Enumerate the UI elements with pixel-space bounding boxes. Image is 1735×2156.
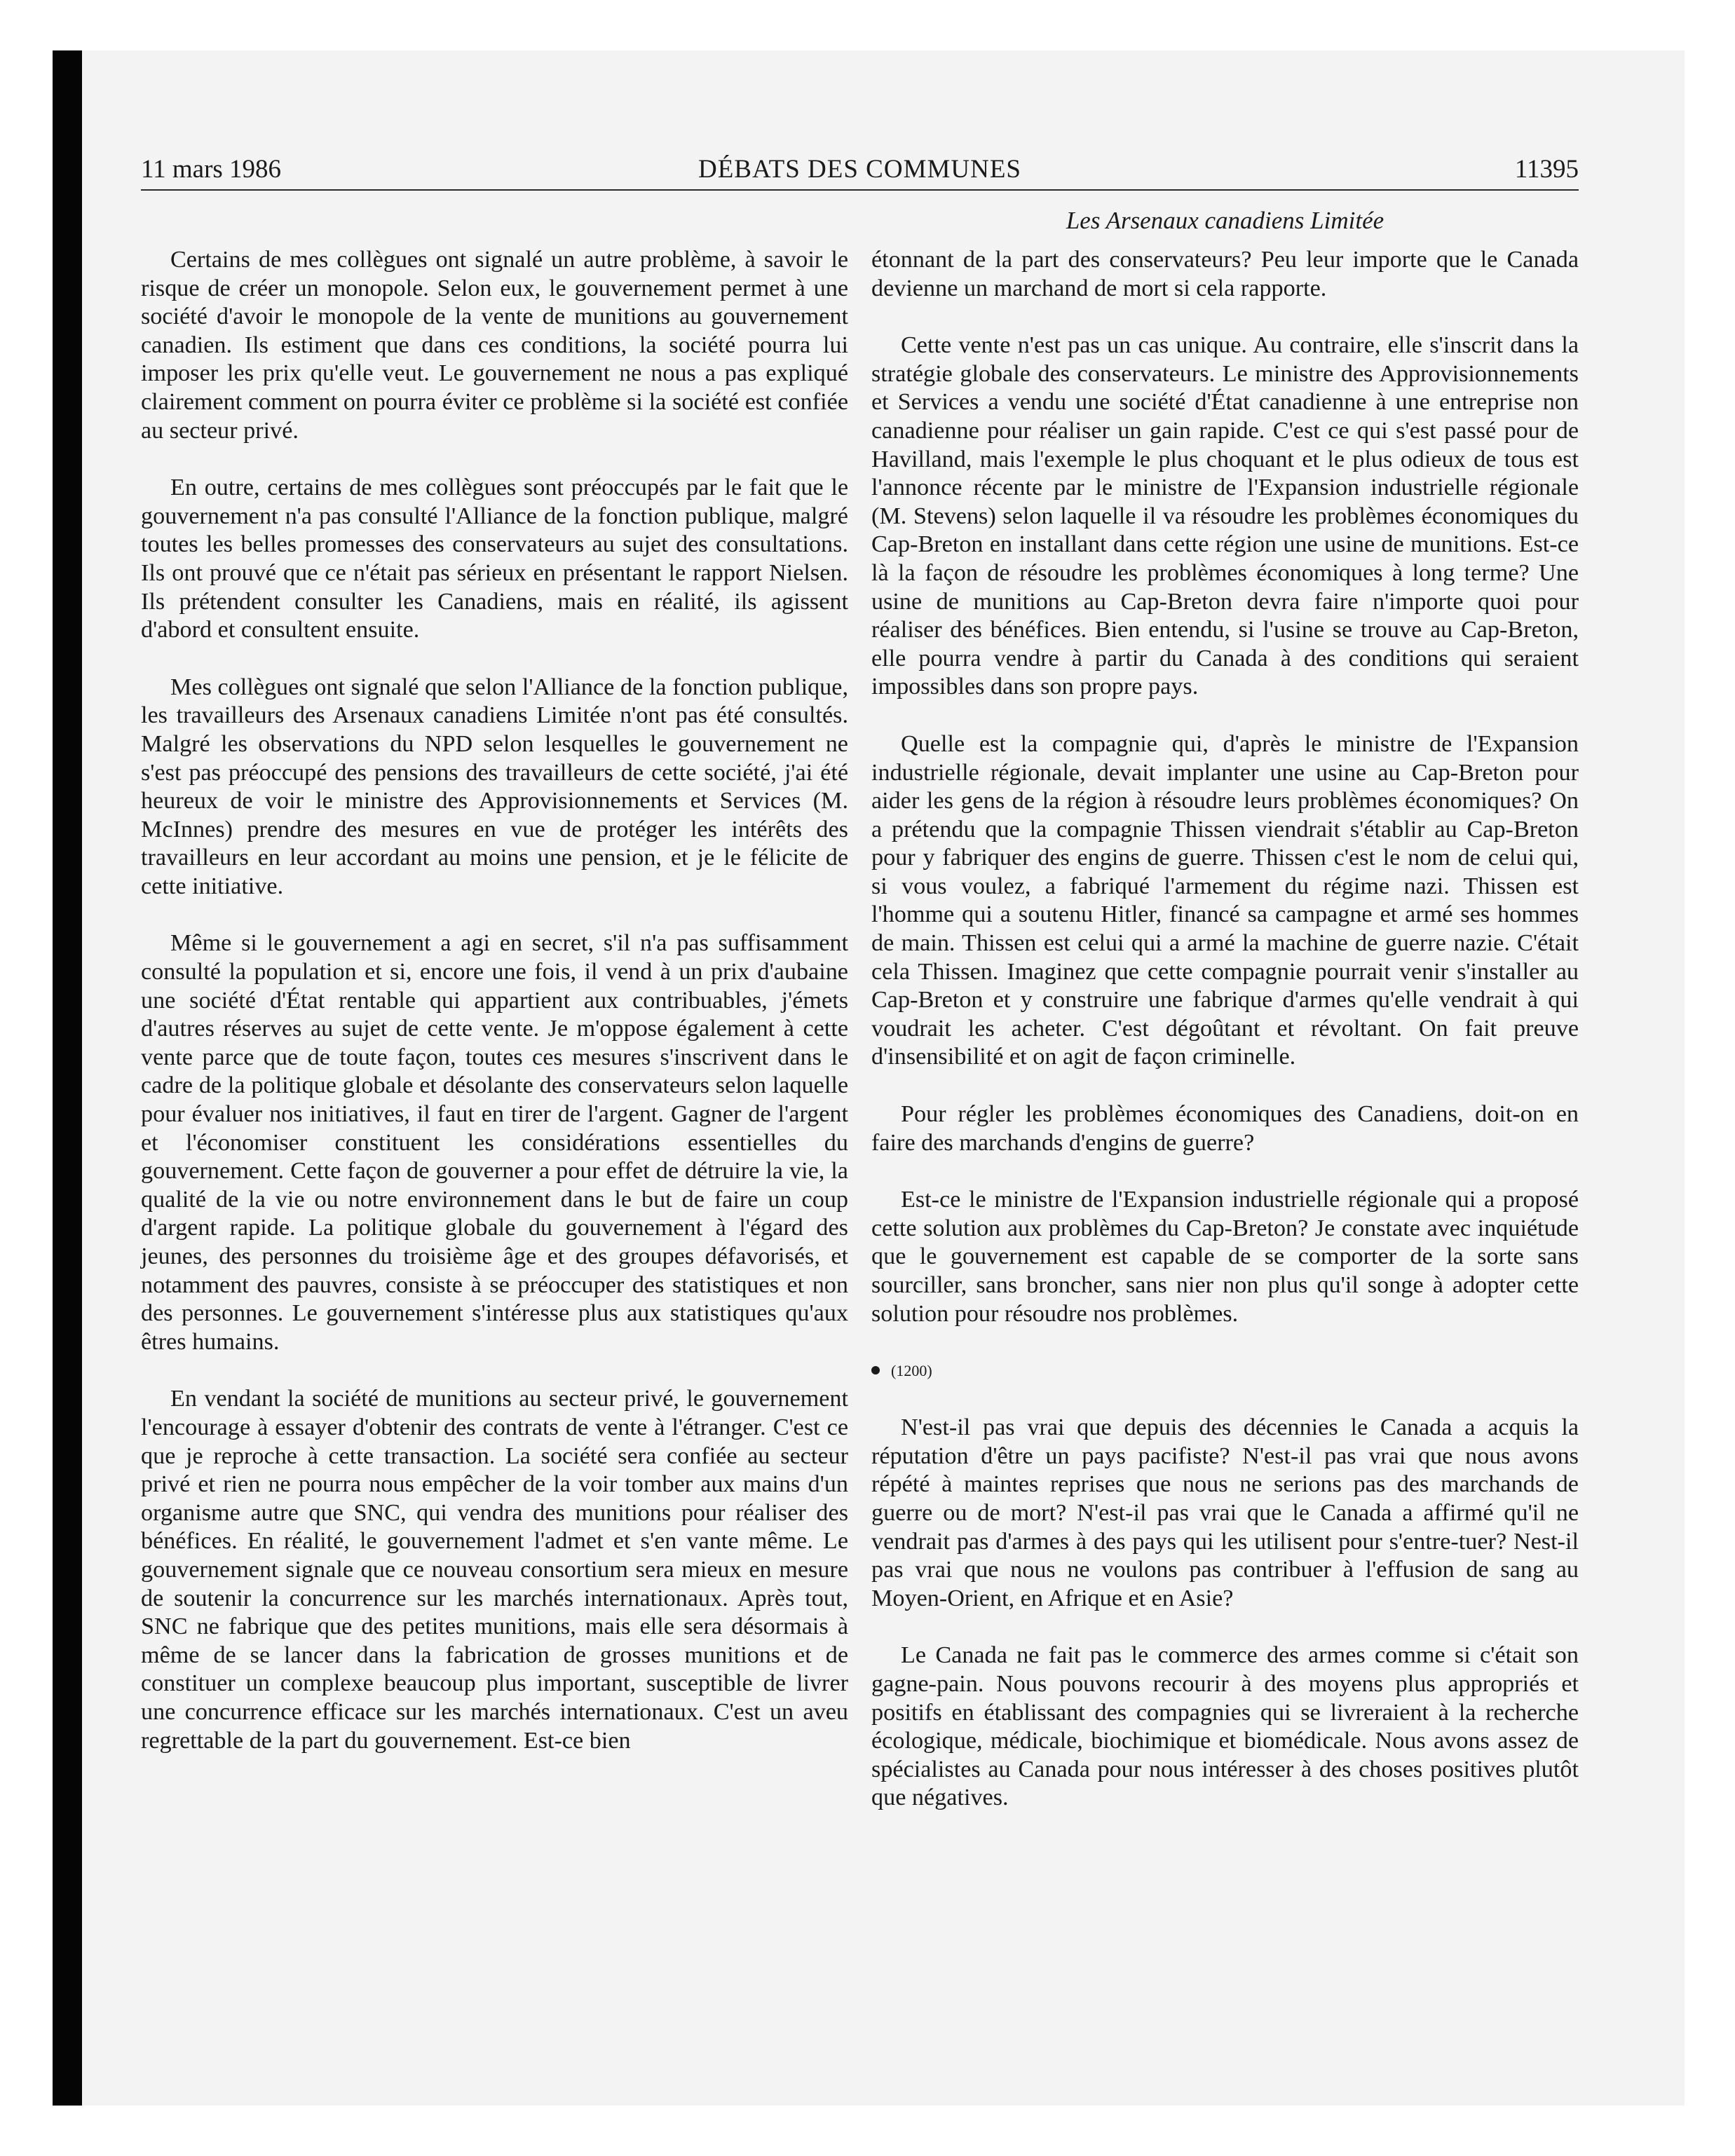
paragraph: Quelle est la compagnie qui, d'après le ministre de l'Expansion industrielle régionale, devait implanter une usine au Cap-Breton pour aider les gens de la région à résoudre leurs problèmes économiques? On a prétendu que la compagnie Thissen viendrait s'établir au Cap-Breton pour y fabriquer des engins de guerre. Thissen c'est le nom de celui qui, si vous voulez, a fabriqué l'armement du régime nazi. Thissen est l'homme qui a soutenu Hitler, financé sa campagne et armé ses hommes de main. Thissen est celui qui a armé la machine de guerre nazie. C'était cela Thissen. Imaginez que cette compagnie pourrait venir s'installer au Cap-Breton et y construire une fabrique d'armes qu'elle vendrait à qui voudrait les acheter. C'est dégoûtant et révoltant. On fait preuve d'insensibilité et on agit de façon criminelle. [871,730,1579,1070]
header-title: DÉBATS DES COMMUNES [698,155,1021,184]
paragraph: Pour régler les problèmes économiques des Canadiens, doit-on en faire des marchands d'engins de guerre? [871,1101,1579,1156]
page-header [141,153,1579,191]
header-page-number: 11395 [1514,155,1579,184]
right-column [871,246,1579,1841]
bullet-icon [871,1366,880,1374]
section-title: Les Arsenaux canadiens Limitée [1066,207,1384,234]
left-column [141,246,848,1784]
paragraph: En vendant la société de munitions au secteur privé, le gouvernement l'encourage à essayer d'obtenir des contrats de vente à l'étranger. C'est ce que je reproche à cette transaction. La société sera confiée au secteur privé et rien ne pourra nous empêcher de la voir tomber aux mains d'un organisme autre que SNC, qui vendra des munitions pour réaliser des bénéfices. En réalité, le gouvernement l'admet et s'en vante même. Le gouvernement signale que ce nouveau consortium sera mieux en mesure de soutenir la concurrence sur les marchés internationaux. Après tout, SNC ne fabrique que des petites munitions, mais elle sera désormais à même de se lancer dans la fabrication de grosses munitions et de constituer un complexe beaucoup plus important, susceptible de livrer une concurrence efficace sur les marchés internationaux. C'est un aveu regrettable de la part du gouvernement. Est-ce bien [141,1386,848,1754]
paragraph: Mes collègues ont signalé que selon l'Alliance de la fonction publique, les travailleurs des Arsenaux canadiens Limitée n'ont pas été consultés. Malgré les observations du NPD selon lesquelles le gouvernement ne s'est pas préoccupé des pensions des travailleurs de cette société, j'ai été heureux de voir le ministre des Approvisionnements et Services (M. McInnes) prendre des mesures en vue de protéger les intérêts des travailleurs en leur accordant au moins une pension, et je le félicite de cette initiative. [141,674,848,899]
time-marker [871,1357,1579,1385]
paragraph: Cette vente n'est pas un cas unique. Au contraire, elle s'inscrit dans la stratégie globale des conservateurs. Le ministre des Approvisionnements et Services a vendu une société d'État canadienne à une entreprise non canadienne pour réaliser un gain rapide. C'est ce qui s'est passé pour de Havilland, mais l'exemple le plus choquant et le plus odieux de tous est l'annonce récente par le ministre de l'Expansion industrielle régionale (M. Stevens) selon laquelle il va résoudre les problèmes économiques du Cap-Breton en installant dans cette région une usine de munitions. Est-ce là la façon de résoudre les problèmes économiques à long terme? Une usine de munitions au Cap-Breton devra faire n'importe quoi pour réaliser des bénéfices. Bien entendu, si l'usine se trouve au Cap-Breton, elle pourra vendre à partir du Canada à des conditions qui seraient impossibles dans son propre pays. [871,332,1579,700]
paragraph: Est-ce le ministre de l'Expansion industrielle régionale qui a proposé cette solution aux problèmes du Cap-Breton? Je constate avec inquiétude que le gouvernement est capable de se comporter de la sorte sans sourciller, sans broncher, sans nier non plus qu'il songe à adopter cette solution pour résoudre nos problèmes. [871,1187,1579,1327]
scan-edge-bar [53,50,82,2106]
paragraph: Certains de mes collègues ont signalé un autre problème, à savoir le risque de créer un monopole. Selon eux, le gouvernement permet à une société d'avoir le monopole de la vente de munitions au gouvernement canadien. Ils estiment que dans ces conditions, la société pourra lui imposer les prix qu'elle veut. Le gouvernement ne nous a pas expliqué clairement comment on pourra éviter ce problème si la société est confiée au secteur privé. [141,247,848,444]
time-marker-label: (1200) [891,1362,932,1380]
paragraph: Même si le gouvernement a agi en secret, s'il n'a pas suffisamment consulté la population et si, encore une fois, il vend à un prix d'aubaine une société d'État rentable qui appartient aux contribuables, j'émets d'autres réserves au sujet de cette vente. Je m'oppose également à cette vente parce que de toute façon, toutes ces mesures s'inscrivent dans le cadre de la politique globale et désolante des conservateurs selon laquelle pour évaluer nos initiatives, il faut en tirer de l'argent. Gagner de l'argent et l'économiser constituent les considérations essentielles du gouvernement. Cette façon de gouverner a pour effet de détruire la vie, la qualité de la vie ou notre environnement dans le but de faire un coup d'argent rapide. La politique globale du gouvernement à l'égard des jeunes, des personnes du troisième âge et des groupes défavorisés, et notamment des pauvres, consiste à se préoccuper des statistiques et non des personnes. Le gouvernement s'intéresse plus aux statistiques qu'aux êtres humains. [141,930,848,1355]
paragraph: En outre, certains de mes collègues sont préoccupés par le fait que le gouvernement n'a pas consulté l'Alliance de la fonction publique, malgré toutes les belles promesses des conservateurs au sujet des consultations. Ils ont prouvé que ce n'était pas sérieux en présentant le rapport Nielsen. Ils prétendent consulter les Canadiens, mais en réalité, ils agissent d'abord et consultent ensuite. [141,475,848,643]
paragraph-continuation: étonnant de la part des conservateurs? Peu leur importe que le Canada devienne un marchand de mort si cela rapporte. [871,247,1579,301]
paragraph: N'est-il pas vrai que depuis des décennies le Canada a acquis la réputation d'être un pays pacifiste? N'est-il pas vrai que nous avons répété à maintes reprises que nous ne serions pas des marchands de guerre ou de mort? N'est-il pas vrai que le Canada a affirmé qu'il ne vendrait pas d'armes à des pays qui les utilisent pour s'entre-tuer? Nest-il pas vrai que nous ne voulons pas contribuer à l'effusion de sang au Moyen-Orient, en Afrique et en Asie? [871,1414,1579,1611]
paragraph: Le Canada ne fait pas le commerce des armes comme si c'était son gagne-pain. Nous pouvons recourir à des moyens plus appropriés et positifs en établissant des compagnies qui se livreraient à la recherche écologique, médicale, biochimique et biomédicale. Nous avons assez de spécialistes au Canada pour nous intéresser à des choses positives plutôt que négatives. [871,1642,1579,1811]
header-date: 11 mars 1986 [141,155,282,184]
